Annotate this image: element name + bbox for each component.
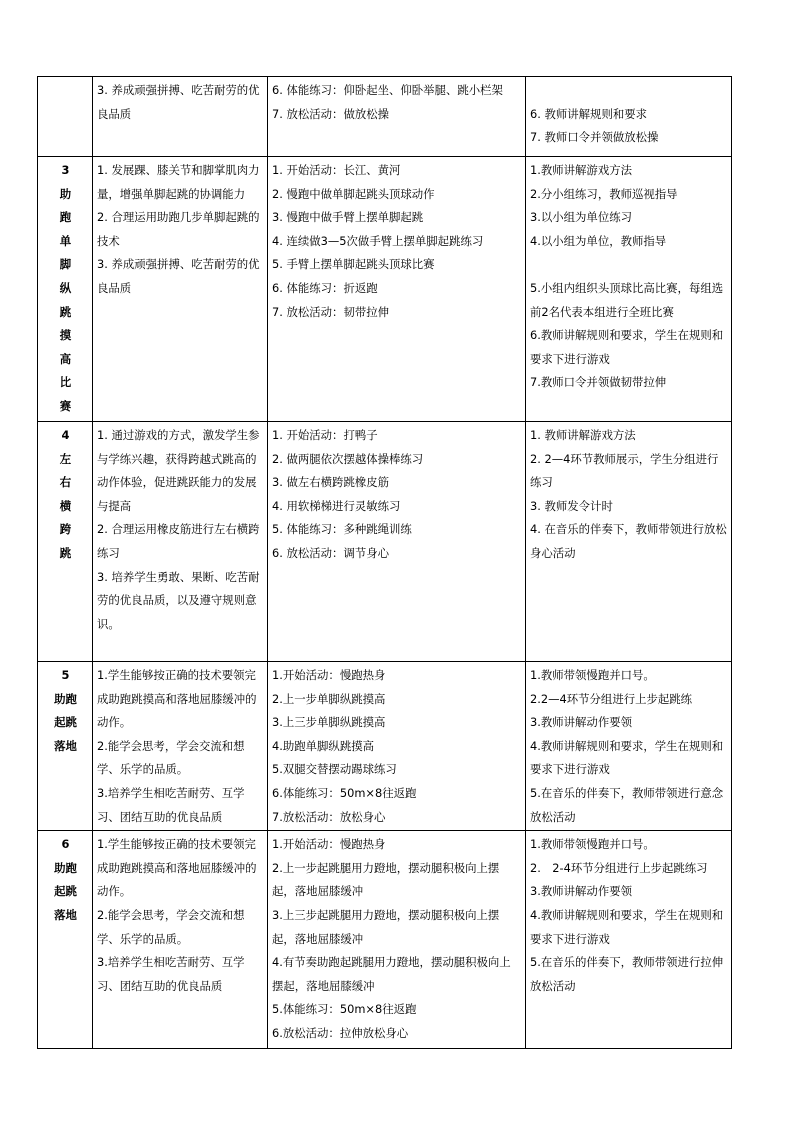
lesson-label: 横 [59, 498, 72, 513]
lesson-cell [38, 77, 93, 157]
goals-cell [93, 662, 268, 831]
teacher-item: 7. 教师口令并领做放松操 [530, 130, 659, 145]
teacher-item: 1. 教师讲解游戏方法 [530, 428, 636, 442]
lesson-cell [38, 157, 93, 422]
table-row [38, 662, 732, 831]
activity-item: 6.放松活动：拉伸放松身心 [272, 1025, 409, 1040]
lesson-label: 纵 [59, 280, 72, 295]
teacher-item: 1.教师带领慢跑并口号。 [530, 837, 655, 852]
lesson-label: 5 [61, 668, 70, 682]
teacher-item: 6. 教师讲解规则和要求 [530, 106, 648, 121]
goal-item: 1.学生能够按正确的技术要领完成助跑跳摸高和落地屈膝缓冲的动作。 [97, 668, 257, 730]
lesson-label: 落地 [54, 907, 77, 922]
goals-cell [93, 157, 268, 422]
teacher-item: 7.教师口令并领做韧带拉伸 [530, 375, 667, 390]
lesson-label: 跳 [59, 304, 72, 319]
activity-item: 3.上三步起跳腿用力蹬地，摆动腿积极向上摆起，落地屈膝缓冲 [272, 907, 500, 946]
activity-item: 2.上一步起跳腿用力蹬地，摆动腿积极向上摆起，落地屈膝缓冲 [272, 860, 500, 899]
activity-item: 1.开始活动：慢跑热身 [272, 668, 386, 682]
table-row [38, 157, 732, 422]
lesson-label: 比 [59, 375, 72, 390]
activity-item: 6.体能练习：50m×8往返跑 [272, 785, 417, 800]
lesson-label: 左 [59, 451, 72, 466]
lesson-label: 起跳 [54, 715, 77, 730]
goal-item: 3. 养成顽强拼搏、吃苦耐劳的优良品质 [97, 83, 260, 121]
lesson-label: 高 [59, 351, 72, 366]
lesson-plan-body [38, 77, 732, 1049]
lesson-cell [38, 662, 93, 831]
activities-cell [268, 662, 526, 831]
lesson-label: 赛 [59, 398, 72, 413]
lesson-label: 跳 [59, 545, 72, 560]
table-row [38, 831, 732, 1049]
activity-item: 1. 开始活动：打鸭子 [272, 428, 378, 442]
activity-item: 3. 慢跑中做手臂上摆单脚起跳 [272, 210, 424, 225]
lesson-cell [38, 422, 93, 662]
table-row [38, 77, 732, 157]
lesson-label: 助跑 [54, 860, 77, 875]
table-row [38, 422, 732, 662]
activity-item: 5.双腿交替摆动踢球练习 [272, 762, 397, 777]
teacher-item: 4.教师讲解规则和要求，学生在规则和要求下进行游戏 [530, 738, 724, 777]
lesson-label: 4 [61, 428, 70, 442]
lesson-label: 单 [59, 233, 72, 248]
lesson-label: 摸 [59, 328, 72, 343]
lesson-label: 起跳 [54, 884, 77, 899]
activity-item: 4.助跑单脚纵跳摸高 [272, 738, 374, 753]
activities-cell [268, 422, 526, 662]
activity-item: 1.开始活动：慢跑热身 [272, 837, 386, 852]
goal-item: 2.能学会思考，学会交流和想学、乐学的品质。 [97, 738, 245, 777]
lesson-label: 跑 [59, 210, 72, 225]
goals-cell [93, 77, 268, 157]
activities-cell [268, 831, 526, 1049]
teacher-item: 5.小组内组织头顶球比高比赛，每组选前2名代表本组进行全班比赛 [530, 280, 724, 319]
activities-cell [268, 157, 526, 422]
teacher-item [530, 253, 728, 277]
teacher-item: 4.教师讲解规则和要求，学生在规则和要求下进行游戏 [530, 907, 724, 946]
teacher-item: 2.分小组练习，教师巡视指导 [530, 186, 678, 201]
teacher-item: 4.以小组为单位，教师指导 [530, 233, 667, 248]
teacher-item: 2. 2-4环节分组进行上步起跳练习 [530, 860, 708, 875]
teacher-cell [526, 422, 732, 662]
teacher-item: 5.在音乐的伴奏下，教师带领进行拉伸放松活动 [530, 955, 724, 993]
teacher-item [530, 79, 728, 103]
activity-item: 3.上三步单脚纵跳摸高 [272, 715, 386, 730]
teacher-item: 6.教师讲解规则和要求，学生在规则和要求下进行游戏 [530, 328, 724, 366]
activity-item: 4. 用软梯梯进行灵敏练习 [272, 498, 401, 513]
activity-item: 5.体能练习：50m×8往返跑 [272, 1002, 417, 1017]
activity-item: 4.有节奏助跑起跳腿用力蹬地，摆动腿积极向上摆起，落地屈膝缓冲 [272, 955, 511, 993]
teacher-item: 3. 教师发令计时 [530, 498, 613, 513]
goal-item: 3. 养成顽强拼搏、吃苦耐劳的优良品质 [97, 257, 260, 295]
goal-item: 2. 合理运用助跑几步单脚起跳的技术 [97, 210, 260, 248]
lesson-label: 助跑 [54, 691, 77, 706]
goal-item: 1.学生能够按正确的技术要领完成助跑跳摸高和落地屈膝缓冲的动作。 [97, 837, 257, 899]
activity-item: 5. 体能练习：多种跳绳训练 [272, 522, 412, 537]
lesson-label: 3 [61, 163, 70, 177]
teacher-item: 3.教师讲解动作要领 [530, 884, 632, 899]
activity-item: 2. 做两腿依次摆越体操棒练习 [272, 451, 424, 466]
teacher-item: 2.2—4环节分组进行上步起跳练 [530, 691, 693, 706]
lesson-cell [38, 831, 93, 1049]
activity-item: 4. 连续做3—5次做手臂上摆单脚起跳练习 [272, 233, 484, 248]
teacher-item: 2. 2—4环节教师展示，学生分组进行练习 [530, 451, 719, 490]
goals-cell [93, 422, 268, 662]
lesson-label: 助 [59, 186, 72, 201]
goal-item: 3.培养学生相吃苦耐劳、互学习、团结互助的优良品质 [97, 785, 245, 824]
teacher-item: 4. 在音乐的伴奏下，教师带领进行放松身心活动 [530, 522, 727, 560]
teacher-item: 5.在音乐的伴奏下，教师带领进行意念放松活动 [530, 785, 724, 824]
goal-item: 3. 培养学生勇敢、果断、吃苦耐劳的优良品质，以及遵守规则意识。 [97, 569, 260, 631]
goal-item: 1. 通过游戏的方式，激发学生参与学练兴趣，获得跨越式跳高的动作体验，促进跳跃能力的发展与提高 [97, 428, 260, 513]
activity-item: 6. 放松活动：调节身心 [272, 545, 390, 560]
activity-item: 7. 放松活动：韧带拉伸 [272, 304, 390, 319]
teacher-item: 1.教师讲解游戏方法 [530, 163, 632, 177]
activity-item: 2.上一步单脚纵跳摸高 [272, 691, 386, 706]
activity-item: 2. 慢跑中做单脚起跳头顶球动作 [272, 186, 435, 201]
activities-cell [268, 77, 526, 157]
activity-item: 6. 体能练习：仰卧起坐、仰卧举腿、跳小栏架 [272, 83, 503, 97]
goals-cell [93, 831, 268, 1049]
teacher-cell [526, 157, 732, 422]
teacher-cell [526, 77, 732, 157]
lesson-label: 落地 [54, 738, 77, 753]
goal-item: 1. 发展踝、膝关节和脚掌肌肉力量，增强单脚起跳的协调能力 [97, 163, 260, 201]
lesson-label: 脚 [59, 257, 72, 272]
activity-item: 6. 体能练习：折返跑 [272, 280, 378, 295]
teacher-cell [526, 662, 732, 831]
activity-item: 7.放松活动：放松身心 [272, 809, 386, 824]
goal-item: 2.能学会思考，学会交流和想学、乐学的品质。 [97, 907, 245, 946]
teacher-item: 3.以小组为单位练习 [530, 210, 632, 225]
lesson-plan-table [37, 76, 732, 1049]
teacher-item: 3.教师讲解动作要领 [530, 715, 632, 730]
activity-item: 5. 手臂上摆单脚起跳头顶球比赛 [272, 257, 435, 272]
activity-item: 7. 放松活动：做放松操 [272, 106, 390, 121]
activity-item: 1. 开始活动：长江、黄河 [272, 163, 401, 177]
lesson-label: 右 [59, 475, 72, 490]
teacher-item: 1.教师带领慢跑并口号。 [530, 668, 655, 682]
teacher-cell [526, 831, 732, 1049]
lesson-label: 跨 [59, 522, 72, 537]
lesson-label: 6 [61, 837, 70, 852]
goal-item: 3.培养学生相吃苦耐劳、互学习、团结互助的优良品质 [97, 955, 245, 993]
activity-item: 3. 做左右横跨跳橡皮筋 [272, 475, 390, 490]
goal-item: 2. 合理运用橡皮筋进行左右横跨练习 [97, 522, 260, 560]
